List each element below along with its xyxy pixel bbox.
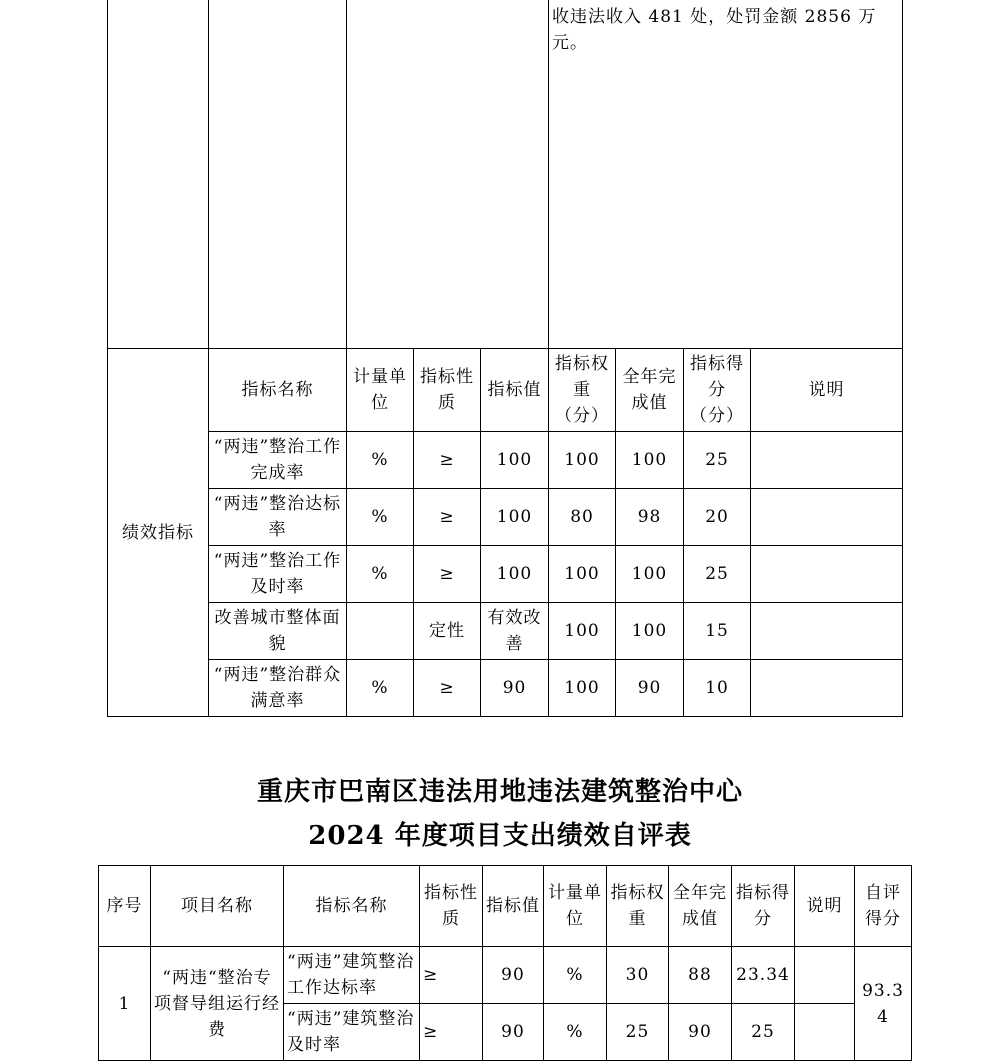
column-header: 指标值 <box>481 349 549 432</box>
unit-cell <box>347 603 414 660</box>
column-header: 自评得分 <box>855 866 912 947</box>
actual-value-cell: 100 <box>616 603 684 660</box>
weight-cell: 25 <box>607 1004 669 1061</box>
column-header: 指标权重（分） <box>549 349 616 432</box>
column-header: 指标得分（分） <box>684 349 751 432</box>
actual-value-cell: 100 <box>616 432 684 489</box>
column-header: 指标性质 <box>420 866 483 947</box>
indicator-name: “两违”整治群众满意率 <box>209 660 347 717</box>
column-header: 指标名称 <box>284 866 420 947</box>
weight-cell: 100 <box>549 432 616 489</box>
score-cell: 20 <box>684 489 751 546</box>
column-header: 序号 <box>99 866 151 947</box>
nature-cell: ≥ <box>414 489 481 546</box>
indicator-name: “两违”建筑整治工作达标率 <box>284 947 420 1004</box>
column-header: 说明 <box>795 866 855 947</box>
actual-value-cell: 90 <box>616 660 684 717</box>
nature-cell: ≥ <box>414 546 481 603</box>
nature-cell: ≥ <box>420 1004 483 1061</box>
score-cell: 10 <box>684 660 751 717</box>
column-header: 说明 <box>751 349 903 432</box>
weight-cell: 100 <box>549 603 616 660</box>
unit-cell: % <box>544 947 607 1004</box>
performance-indicator-table <box>107 0 903 717</box>
indicator-name: “两违”整治工作及时率 <box>209 546 347 603</box>
target-value-cell: 100 <box>481 546 549 603</box>
actual-value-cell: 88 <box>669 947 732 1004</box>
column-header: 计量单位 <box>347 349 414 432</box>
self-evaluation-table <box>98 865 912 1061</box>
indicator-name: “两违”建筑整治及时率 <box>284 1004 420 1061</box>
score-cell: 25 <box>684 546 751 603</box>
sequence-number: 1 <box>99 947 151 1061</box>
table-row <box>108 489 903 546</box>
actual-value-cell: 90 <box>669 1004 732 1061</box>
unit-cell: % <box>544 1004 607 1061</box>
note-cell <box>795 947 855 1004</box>
note-cell <box>751 489 903 546</box>
nature-cell: ≥ <box>414 660 481 717</box>
note-cell <box>751 546 903 603</box>
indicator-name: “两违”整治达标率 <box>209 489 347 546</box>
target-value-cell: 90 <box>483 947 544 1004</box>
target-value-cell: 100 <box>481 432 549 489</box>
actual-value-cell: 98 <box>616 489 684 546</box>
project-name: “两违“整治专项督导组运行经费 <box>151 947 284 1061</box>
unit-cell: % <box>347 546 414 603</box>
column-header: 指标值 <box>483 866 544 947</box>
table-row <box>108 603 903 660</box>
self-score: 93.34 <box>855 947 912 1061</box>
actual-value-cell: 100 <box>616 546 684 603</box>
table-cell-blank <box>347 0 549 349</box>
column-header: 指标性质 <box>414 349 481 432</box>
score-cell: 15 <box>684 603 751 660</box>
document-subtitle: 2024 年度项目支出绩效自评表 <box>308 821 692 851</box>
table-row <box>108 660 903 717</box>
note-cell <box>795 1004 855 1061</box>
score-cell: 25 <box>732 1004 795 1061</box>
section-label: 绩效指标 <box>108 349 209 717</box>
indicator-name: 改善城市整体面貌 <box>209 603 347 660</box>
indicator-name: “两违”整治工作完成率 <box>209 432 347 489</box>
score-cell: 23.34 <box>732 947 795 1004</box>
target-value-cell: 100 <box>481 489 549 546</box>
table-cell-blank <box>108 0 209 349</box>
weight-cell: 80 <box>549 489 616 546</box>
table-row <box>99 947 912 1004</box>
target-value-cell: 有效改善 <box>481 603 549 660</box>
note-cell <box>751 660 903 717</box>
table-row <box>108 546 903 603</box>
target-value-cell: 90 <box>483 1004 544 1061</box>
note-cell <box>751 603 903 660</box>
column-header: 指标名称 <box>209 349 347 432</box>
unit-cell: % <box>347 432 414 489</box>
document-title: 重庆市巴南区违法用地违法建筑整治中心 <box>256 777 743 807</box>
column-header: 指标得分 <box>732 866 795 947</box>
table-row <box>108 432 903 489</box>
column-header: 项目名称 <box>151 866 284 947</box>
weight-cell: 100 <box>549 660 616 717</box>
column-header: 指标权重 <box>607 866 669 947</box>
note-cell <box>751 432 903 489</box>
column-header: 全年完成值 <box>669 866 732 947</box>
column-header: 全年完成值 <box>616 349 684 432</box>
continued-description: 收违法收入 481 处，处罚金额 2856 万元。 <box>549 0 903 349</box>
nature-cell: ≥ <box>414 432 481 489</box>
target-value-cell: 90 <box>481 660 549 717</box>
table-cell-blank <box>209 0 347 349</box>
unit-cell: % <box>347 489 414 546</box>
weight-cell: 100 <box>549 546 616 603</box>
unit-cell: % <box>347 660 414 717</box>
nature-cell: 定性 <box>414 603 481 660</box>
weight-cell: 30 <box>607 947 669 1004</box>
column-header: 计量单位 <box>544 866 607 947</box>
nature-cell: ≥ <box>420 947 483 1004</box>
score-cell: 25 <box>684 432 751 489</box>
